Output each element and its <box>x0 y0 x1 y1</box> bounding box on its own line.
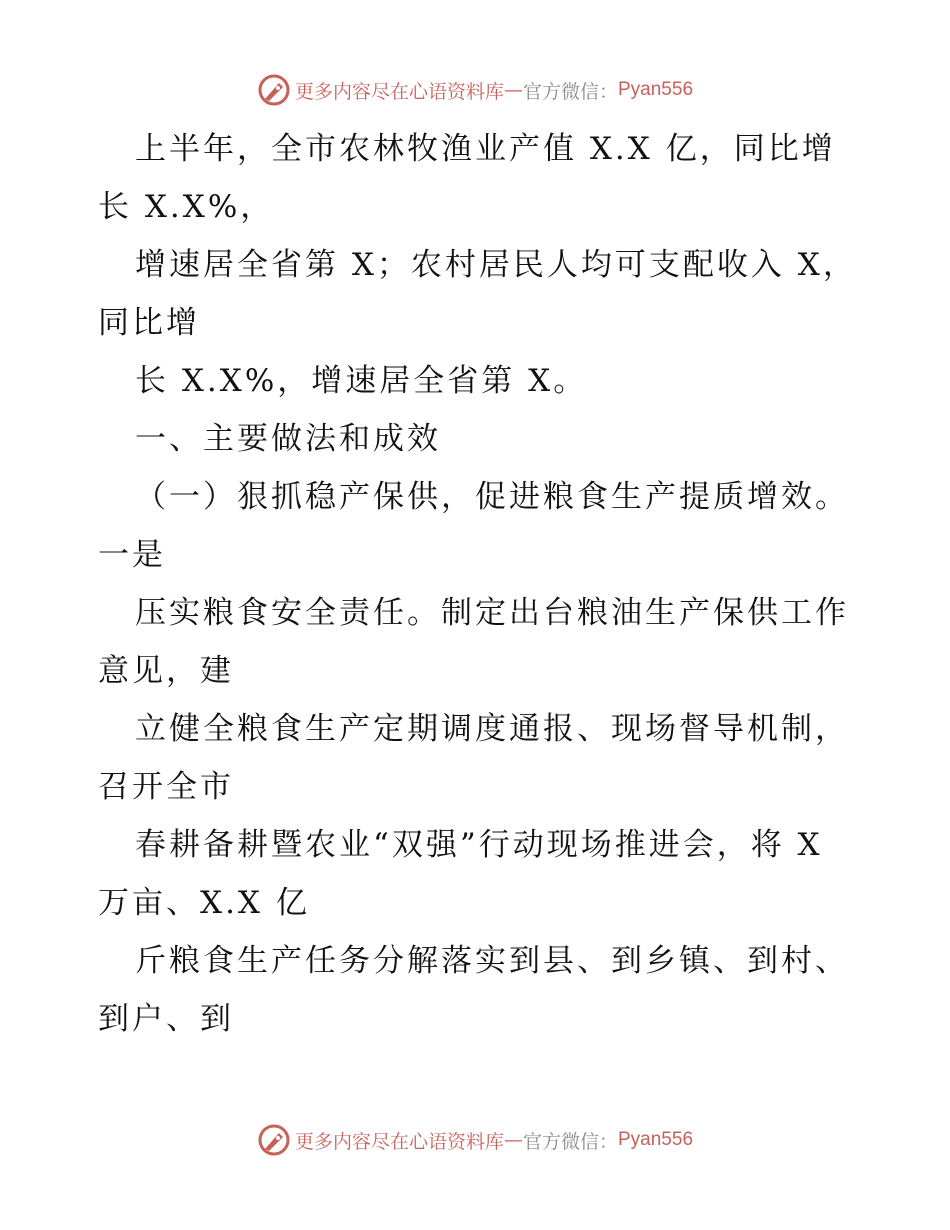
watermark-separator: — <box>503 79 523 101</box>
body-line: 长 X.X%，增速居全省第 X。 <box>135 363 588 399</box>
section-heading: 一、主要做法和成效 <box>135 421 441 457</box>
body-line: 万亩、X.X 亿 <box>98 885 310 921</box>
watermark-id: Pyan556 <box>618 1129 694 1150</box>
body-line: 立健全粮食生产定期调度通报、现场督导机制， <box>135 711 849 747</box>
watermark-separator: — <box>503 1129 523 1151</box>
body-line: 增速居全省第 X；农村居民人均可支配收入 X， <box>135 247 857 283</box>
watermark-label: 官方微信： <box>522 80 618 103</box>
watermark-label: 官方微信： <box>522 1130 618 1153</box>
body-line: 到户、到 <box>98 1001 234 1037</box>
document-body <box>98 120 858 1048</box>
header-watermark <box>0 70 950 110</box>
pen-nib-logo-icon <box>257 1123 291 1157</box>
body-line: 一是 <box>98 537 166 573</box>
body-line: 同比增 <box>98 305 200 341</box>
body-line: 长 X.X%， <box>98 189 275 225</box>
body-line: 春耕备耕暨农业“双强”行动现场推进会，将 X <box>135 827 823 863</box>
pen-nib-logo-icon <box>257 73 291 107</box>
subsection-heading: （一）狠抓稳产保供，促进粮食生产提质增效。 <box>135 479 849 515</box>
body-line: 上半年，全市农林牧渔业产值 X.X 亿，同比增 <box>135 131 836 167</box>
watermark-id: Pyan556 <box>618 79 694 100</box>
watermark-text: 更多内容尽在心语资料库 <box>294 80 504 103</box>
body-line: 召开全市 <box>98 769 234 805</box>
watermark-text: 更多内容尽在心语资料库 <box>294 1130 504 1153</box>
body-line: 压实粮食安全责任。制定出台粮油生产保供工作 <box>135 595 849 631</box>
body-line: 意见，建 <box>98 653 234 689</box>
footer-watermark <box>0 1120 950 1160</box>
body-line: 斤粮食生产任务分解落实到县、到乡镇、到村、 <box>135 943 849 979</box>
